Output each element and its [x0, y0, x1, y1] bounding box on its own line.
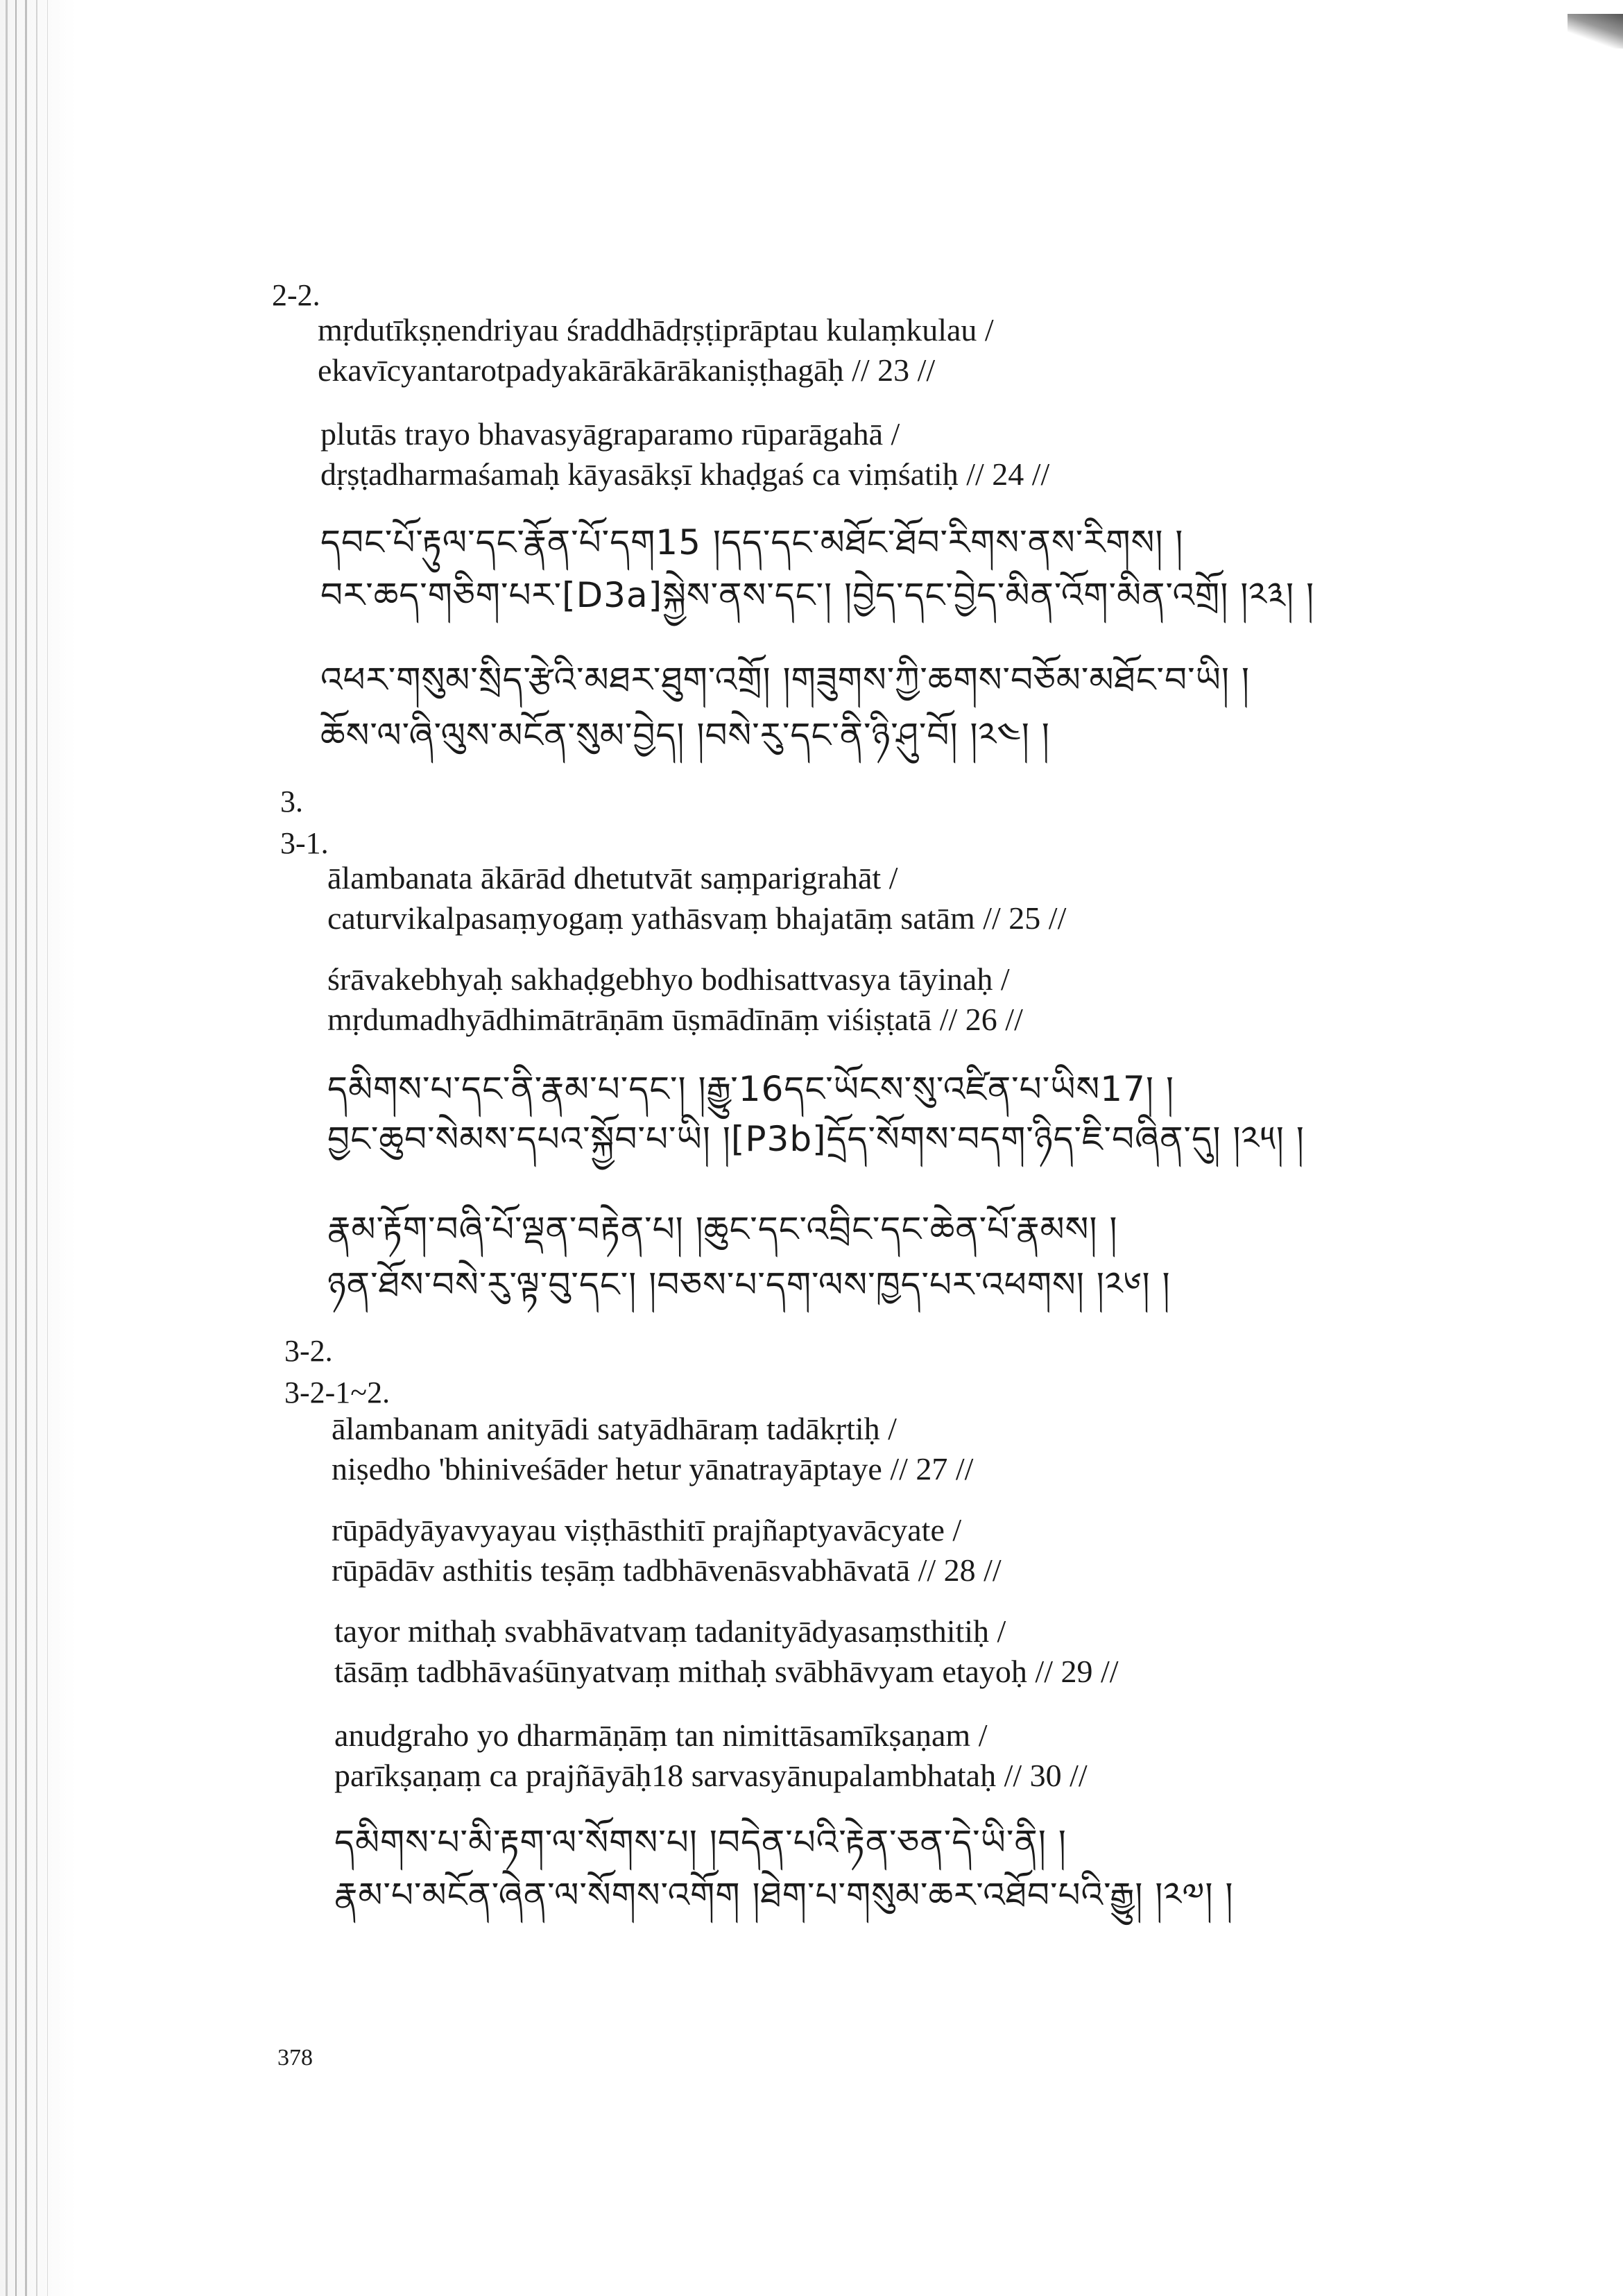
verse-29-line-2: tāsāṃ tadbhāvaśūnyatvaṃ mithaḥ svābhāvyam etayoḥ // 29 // — [334, 1654, 1119, 1689]
verse-27-line-1: ālambanam anityādi satyādhāraṃ tadākṛtiḥ / — [332, 1411, 897, 1446]
section-heading-3-2-1-2: 3-2-1~2. — [284, 1376, 390, 1410]
verse-24-line-1: plutās trayo bhavasyāgraparamo rūparāgahā / — [320, 416, 900, 452]
verse-26-line-1: śrāvakebhyaḥ sakhaḍgebhyo bodhisattvasya tāyinaḥ / — [327, 961, 1010, 997]
verse-25-line-2: caturvikalpasaṃyogaṃ yathāsvaṃ bhajatāṃ satām // 25 // — [327, 900, 1067, 936]
tibetan-verse-26-line-1: རྣམ་རྟོག་བཞི་པོ་ལྡན་བརྟེན་པ། །ཆུང་དང་འབྲིང་དང་ཆེན་པོ་རྣམས། ། — [327, 1209, 1118, 1249]
section-heading-3-1: 3-1. — [280, 826, 329, 860]
verse-28-line-1: rūpādyāyavyayau viṣṭhāsthitī prajñaptyavācyate / — [332, 1512, 962, 1548]
section-heading-3-2: 3-2. — [284, 1334, 333, 1368]
section-heading-2-2: 2-2. — [272, 278, 320, 312]
tibetan-verse-25-line-1: དམིགས་པ་དང་ནི་རྣམ་པ་དང་། །རྒྱུ་16དང་ཡོངས་སུ་འཛིན་པ་ཡིས17། ། — [327, 1069, 1174, 1109]
tibetan-verse-24-line-1: འཕར་གསུམ་སྲིད་རྩེའི་མཐར་ཐུག་འགྲོ། །གཟུགས་ཀྱི་ཆགས་བཅོམ་མཐོང་བ་ཡི། ། — [320, 660, 1250, 700]
tibetan-verse-25-line-2: བྱང་ཆུབ་སེམས་དཔའ་སྐྱོབ་པ་ཡི། །[P3b]དྲོད་སོགས་བདག་ཉིད་ཇི་བཞིན་དུ། །༢༥། ། — [327, 1119, 1305, 1159]
tibetan-verse-24-line-2: ཆོས་ལ་ཞི་ལུས་མངོན་སུམ་བྱེད། །བསེ་རུ་དང་ནི་ཉི་ཤུ་བོ། །༢༤། ། — [320, 715, 1050, 755]
verse-23-line-1: mṛdutīkṣṇendriyau śraddhādṛṣṭiprāptau kulaṃkulau / — [318, 312, 994, 348]
verse-24-line-2: dṛṣṭadharmaśamaḥ kāyasākṣī khaḍgaś ca viṃśatiḥ // 24 // — [320, 456, 1050, 492]
verse-25-line-1: ālambanata ākārād dhetutvāt saṃparigrahāt / — [327, 860, 898, 896]
page-number: 378 — [277, 2045, 313, 2071]
tibetan-verse-27-line-1: དམིགས་པ་མི་རྟག་ལ་སོགས་པ། །བདེན་པའི་རྟེན་ཅན་དེ་ཡི་ནི། ། — [334, 1822, 1067, 1862]
verse-30-line-1: anudgraho yo dharmāṇāṃ tan nimittāsamīkṣaṇam / — [334, 1717, 988, 1753]
tibetan-verse-27-line-2: རྣམ་པ་མངོན་ཞེན་ལ་སོགས་འགོག །ཐེག་པ་གསུམ་ཆར་འཐོབ་པའི་རྒྱུ། །༢༧། ། — [334, 1875, 1234, 1915]
verse-27-line-2: niṣedho 'bhiniveśāder hetur yānatrayāptaye // 27 // — [332, 1451, 974, 1487]
verse-30-line-2: parīkṣaṇaṃ ca prajñāyāḥ18 sarvasyānupalambhataḥ // 30 // — [334, 1758, 1088, 1793]
verse-28-line-2: rūpādāv asthitis teṣāṃ tadbhāvenāsvabhāvatā // 28 // — [332, 1552, 1002, 1588]
tibetan-verse-26-line-2: ཉན་ཐོས་བསེ་རུ་ལྟ་བུ་དང་། །བཅས་པ་དག་ལས་ཁྱད་པར་འཕགས། །༢༦། ། — [327, 1265, 1171, 1305]
tibetan-verse-23-line-2: བར་ཆད་གཅིག་པར་[D3a]སྐྱེས་ནས་དང་། །བྱེད་དང་བྱེད་མིན་འོག་མིན་འགྲོ། །༢༣། ། — [320, 575, 1315, 615]
verse-23-line-2: ekavīcyantarotpadyakārākārākaniṣṭhagāḥ // 23 // — [318, 352, 936, 388]
tibetan-verse-23-line-1: དབང་པོ་རྟུལ་དང་རྣོན་པོ་དག15 །དད་དང་མཐོང་ཐོབ་རིགས་ནས་རིགས། ། — [320, 522, 1184, 563]
verse-26-line-2: mṛdumadhyādhimātrāṇām ūṣmādīnāṃ viśiṣṭatā // 26 // — [327, 1002, 1023, 1037]
verse-29-line-1: tayor mithaḥ svabhāvatvaṃ tadanityādyasaṃsthitiḥ / — [334, 1613, 1006, 1649]
section-heading-3: 3. — [280, 785, 303, 819]
